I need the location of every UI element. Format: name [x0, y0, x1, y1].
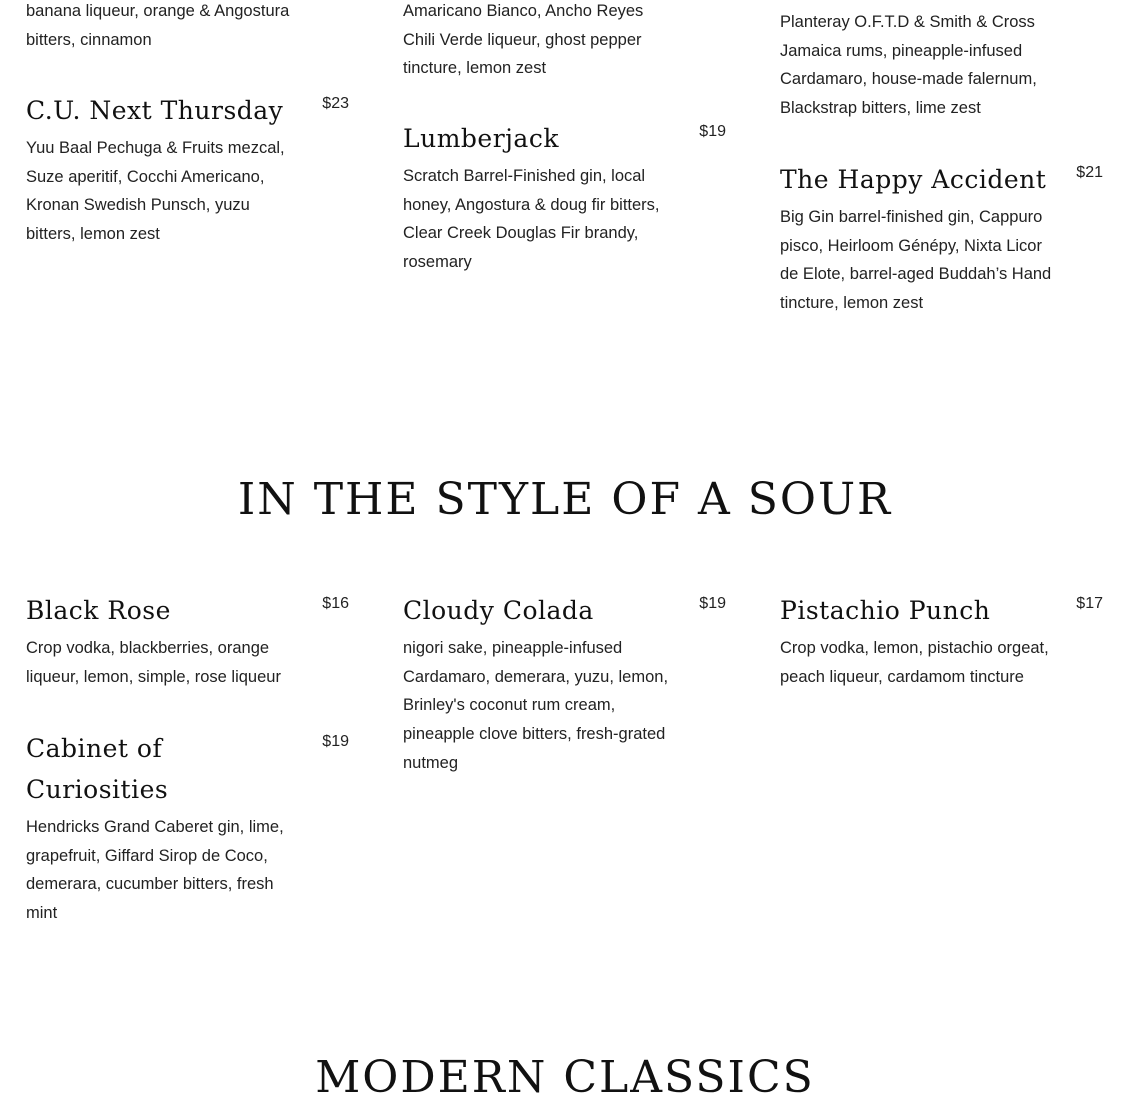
item-name: Lumberjack	[403, 124, 559, 153]
item-price: $19	[322, 733, 349, 750]
item-price: $17	[1076, 595, 1103, 612]
section-heading-modern-classics: MODERN CLASSICS	[315, 1052, 815, 1103]
item-price: $16	[322, 595, 349, 612]
item-description: Amaricano Bianco, Ancho Reyes Chili Verde liqueur, ghost pepper tincture, lemon zest	[403, 2, 644, 78]
item-name: Cabinet of Curiosities	[26, 734, 169, 804]
menu-item	[403, 590, 726, 778]
item-name: C.U. Next Thursday	[26, 96, 284, 125]
item-description: Big Gin barrel-finished gin, Cappuro pisco, Heirloom Génépy, Nixta Licor de Elote, barrel-aged Buddah’s Hand tincture, lemon zest	[780, 208, 1052, 313]
section-heading-sour: IN THE STYLE OF A SOUR	[237, 474, 893, 525]
item-description: Planteray O.F.T.D & Smith & Cross Jamaica rums, pineapple-infused Cardamaro, house-made falernum, Blackstrap bitters, lime zest	[780, 13, 1037, 118]
item-description: Scratch Barrel-Finished gin, local honey, Angostura & doug fir bitters, Clear Creek Douglas Fir brandy, rosemary	[403, 167, 660, 272]
item-description: nigori sake, pineapple-infused Cardamaro, demerara, yuzu, lemon, Brinley's coconut rum cream, pineapple clove bitters, fresh-grated nutmeg	[403, 639, 669, 772]
menu-item	[403, 118, 726, 277]
menu-item	[26, 90, 349, 249]
item-description: Crop vodka, lemon, pistachio orgeat, peach liqueur, cardamom tincture	[780, 639, 1049, 686]
item-description: Yuu Baal Pechuga & Fruits mezcal, Suze aperitif, Cocchi Americano, Kronan Swedish Punsch, yuzu bitters, lemon zest	[26, 139, 285, 244]
menu-item-fragment	[26, 0, 349, 54]
menu-item	[780, 590, 1103, 691]
menu-item-fragment	[403, 0, 726, 83]
item-price: $19	[699, 595, 726, 612]
menu-item	[26, 728, 349, 928]
item-description: Hendricks Grand Caberet gin, lime, grapefruit, Giffard Sirop de Coco, demerara, cucumber bitters, fresh mint	[26, 818, 284, 923]
menu-item	[780, 159, 1103, 318]
item-name: Pistachio Punch	[780, 596, 991, 625]
item-description: banana liqueur, orange & Angostura bitters, cinnamon	[26, 2, 290, 49]
item-name: The Happy Accident	[780, 165, 1047, 194]
menu-item	[26, 590, 349, 691]
item-price: $21	[1076, 164, 1103, 181]
menu-item-fragment	[780, 8, 1103, 123]
item-price: $23	[322, 95, 349, 112]
item-description: Crop vodka, blackberries, orange liqueur, lemon, simple, rose liqueur	[26, 639, 281, 686]
item-name: Black Rose	[26, 596, 171, 625]
item-price: $19	[699, 123, 726, 140]
item-name: Cloudy Colada	[403, 596, 594, 625]
